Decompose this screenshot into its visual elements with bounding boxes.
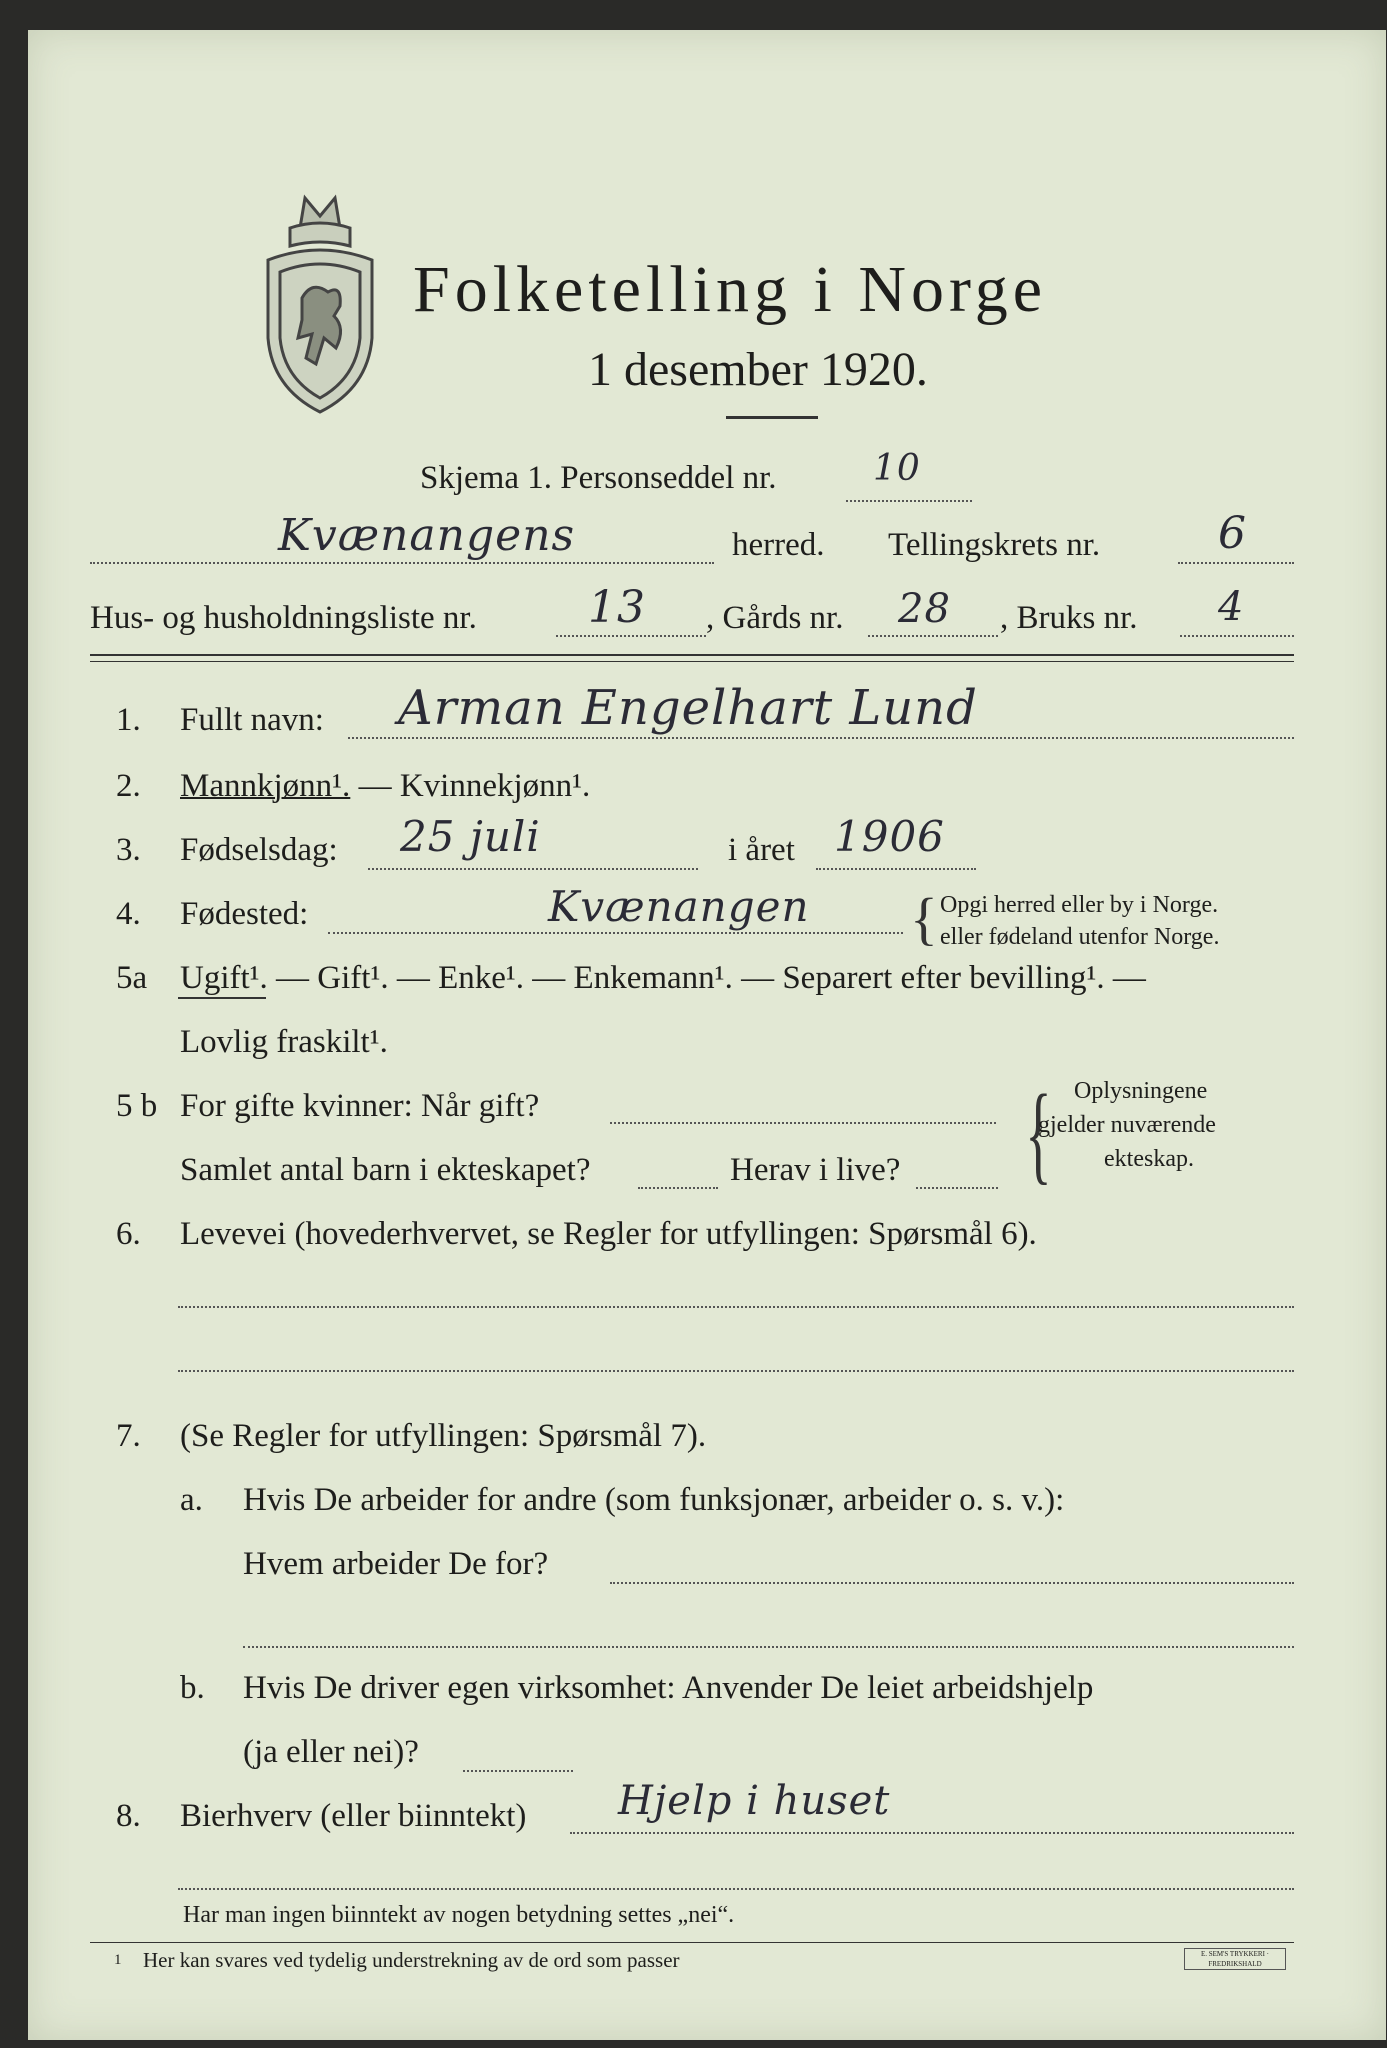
liste-line <box>556 635 706 637</box>
q5a-ugift-underline <box>178 997 266 999</box>
q4-number: 4. <box>116 896 141 932</box>
q7a-line-1 <box>610 1582 1294 1584</box>
q1-line <box>348 737 1294 739</box>
schema-number-handwritten: 10 <box>873 448 921 489</box>
gaards-line <box>868 635 998 637</box>
q8-line-2 <box>178 1888 1294 1890</box>
q8-answer-handwritten: Hjelp i huset <box>618 1778 891 1824</box>
q3-year-handwritten: 1906 <box>834 812 945 861</box>
q5b-alive-line <box>916 1187 998 1189</box>
q7b-line <box>463 1770 573 1772</box>
footnote-text: Her kan svares ved tydelig understrekning av de ord som passer <box>143 1948 680 1972</box>
q3-day-handwritten: 25 juli <box>400 812 541 861</box>
tellingskrets-label: Tellingskrets nr. <box>888 527 1101 563</box>
q4-note-line1: Opgi herred eller by i Norge. <box>940 892 1219 918</box>
footnote-mark: 1 <box>114 1952 122 1968</box>
q7b-line1: Hvis De driver egen virksomhet: Anvender De leiet arbeidshjelp <box>243 1670 1094 1706</box>
herred-handwritten: Kvænangens <box>278 510 576 561</box>
q2-options <box>180 768 590 805</box>
tellingskrets-line <box>1178 562 1294 564</box>
q2-number: 2. <box>116 768 141 804</box>
q5b-children-label: Samlet antal barn i ekteskapet? <box>180 1152 591 1188</box>
q6-line-1 <box>178 1306 1294 1308</box>
header-rule-1 <box>90 654 1294 656</box>
printer-stamp: E. SEM'S TRYKKERI · FREDRIKSHALD <box>1184 1948 1286 1970</box>
q1-name-handwritten: Arman Engelhart Lund <box>398 680 978 736</box>
q4-birthplace-handwritten: Kvænangen <box>548 882 810 931</box>
q4-line <box>328 932 903 934</box>
income-note: Har man ingen biinntekt av nogen betydning settes „nei“. <box>183 1902 735 1928</box>
q5a-number: 5a <box>116 960 148 996</box>
header-rule-2 <box>90 661 1294 662</box>
title-divider <box>726 416 818 419</box>
coat-of-arms-emblem <box>250 188 390 418</box>
liste-label: Hus- og husholdningsliste nr. <box>90 600 477 636</box>
q4-label: Fødested: <box>180 896 309 932</box>
bruks-label: , Bruks nr. <box>1000 600 1138 636</box>
q4-note-brace: { <box>910 886 938 951</box>
q5b-note-line2: gjelder nuværende <box>1038 1112 1216 1138</box>
q7a-letter: a. <box>180 1482 203 1518</box>
q7a-line1: Hvis De arbeider for andre (som funksjonær, arbeider o. s. v.): <box>243 1482 1065 1518</box>
q8-number: 8. <box>116 1798 141 1834</box>
q3-day-line <box>368 868 698 870</box>
q7-number: 7. <box>116 1418 141 1454</box>
q7b-line2: (ja eller nei)? <box>243 1734 419 1770</box>
tellingskrets-handwritten: 6 <box>1218 508 1247 559</box>
q3-label: Fødselsdag: <box>180 832 338 868</box>
q3-year-label: i året <box>728 832 795 868</box>
liste-handwritten: 13 <box>588 582 646 633</box>
q8-line-1 <box>570 1832 1294 1834</box>
q3-number: 3. <box>116 832 141 868</box>
q4-note-line2: eller fødeland utenfor Norge. <box>940 924 1220 950</box>
form-title: Folketelling i Norge <box>413 253 1048 326</box>
q7-label: (Se Regler for utfyllingen: Spørsmål 7). <box>180 1418 707 1454</box>
q6-number: 6. <box>116 1216 141 1252</box>
q8-label: Bierhverv (eller biinntekt) <box>180 1798 527 1834</box>
q5a-line1: Ugift¹. — Gift¹. — Enke¹. — Enkemann¹. — Separert efter bevilling¹. — <box>180 960 1146 996</box>
footnote-rule <box>90 1942 1294 1943</box>
q5b-note-brace: { <box>1025 1072 1052 1194</box>
herred-line <box>90 562 714 564</box>
q6-label: Levevei (hovederhvervet, se Regler for utfyllingen: Spørsmål 6). <box>180 1216 1037 1252</box>
q1-number: 1. <box>116 702 141 738</box>
q3-year-line <box>816 868 976 870</box>
gaards-handwritten: 28 <box>898 586 951 632</box>
q5b-children-line <box>638 1187 718 1189</box>
bruks-handwritten: 4 <box>1218 584 1245 630</box>
q7a-line2: Hvem arbeider De for? <box>243 1546 549 1582</box>
q5b-number: 5 b <box>116 1088 158 1124</box>
q7b-letter: b. <box>180 1670 205 1706</box>
herred-label: herred. <box>732 527 825 563</box>
q5b-married-line <box>610 1122 996 1124</box>
q6-line-2 <box>178 1370 1294 1372</box>
q2-male-option-underlined: Mannkjønn¹. <box>180 768 351 804</box>
schema-label: Skjema 1. Personseddel nr. <box>420 460 777 496</box>
bruks-line <box>1180 635 1294 637</box>
census-date: 1 desember 1920. <box>588 343 928 396</box>
q1-label: Fullt navn: <box>180 702 324 738</box>
gaards-label: , Gårds nr. <box>706 600 844 636</box>
schema-number-line <box>846 500 972 502</box>
q5a-line2: Lovlig fraskilt¹. <box>180 1024 388 1060</box>
census-form-page <box>28 30 1386 2040</box>
q2-separator: — <box>350 768 400 804</box>
q5b-line1: For gifte kvinner: Når gift? <box>180 1088 540 1124</box>
q7a-line-2 <box>243 1646 1294 1648</box>
q2-female-option: Kvinnekjønn¹. <box>399 768 591 804</box>
q5b-alive-label: Herav i live? <box>730 1152 901 1188</box>
q5b-note-line3: ekteskap. <box>1104 1146 1194 1172</box>
q5b-note-line1: Oplysningene <box>1074 1078 1208 1104</box>
